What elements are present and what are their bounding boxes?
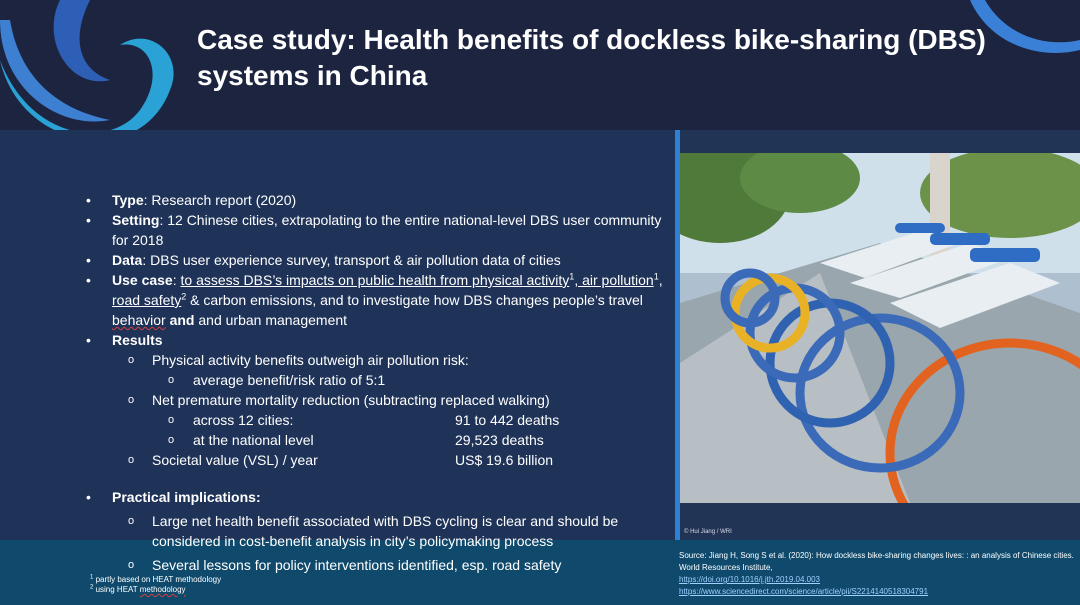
page-title: Case study: Health benefits of dockless bike-sharing (DBS) systems in China (197, 24, 986, 91)
doi-link[interactable]: https://doi.org/10.1016/j.jth.2019.04.003 (679, 575, 820, 584)
result-ratio: o average benefit/risk ratio of 5:1 (86, 370, 666, 390)
bullet-data: • Data: DBS user experience survey, transport & air pollution data of cities (86, 250, 666, 270)
bullet-practical: • Practical implications: (86, 487, 666, 507)
source-citation: Source: Jiang H, Song S et al. (2020): How dockless bike-sharing changes lives: : an analysis of Chinese cities. World Resources Institute, https://doi.org/10.1016/j.jth.2019.04.003 https://www.sciencedirect.com/science/article/pii/S2214140518304791 (679, 551, 1074, 596)
practical-lessons: o Several lessons for policy interventions identified, esp. road safety (86, 555, 666, 575)
bullet-setting: • Setting: 12 Chinese cities, extrapolating to the entire national-level DBS user community for 2018 (86, 210, 666, 250)
footnote-1: $^1$ partly based on HEAT methodology (90, 574, 222, 584)
result-mortality: o Net premature mortality reduction (subtracting replaced walking) (86, 390, 666, 410)
bullet-results: • Results (86, 330, 666, 350)
result-societal-value: o Societal value (VSL) / year US$ 19.6 billion (86, 450, 666, 470)
bullet-list (86, 190, 666, 575)
footnote-2: $^2$ using HEAT methodology (90, 584, 186, 594)
photo-credit: © Hui Jiang / WRI (684, 529, 732, 535)
bullet-use-case: • Use case: to assess DBS’s impacts on public health from physical activity$^1$, air pollution$^1$, road safety$^2$ & carbon emissions, and to investigate how DBS changes people’s travel behavior and and urban management (86, 270, 666, 330)
result-national: o at the national level 29,523 deaths (86, 430, 666, 450)
result-physical-activity: o Physical activity benefits outweigh air pollution risk: (86, 350, 666, 370)
practical-net-benefit: o Large net health benefit associated with DBS cycling is clear and should be considered in cost-benefit analysis in city’s policymaking process (86, 511, 666, 551)
use-case-link[interactable]: to assess DBS’s impacts on public health from physical activity (180, 272, 570, 288)
sciencedirect-link[interactable]: https://www.sciencedirect.com/science/article/pii/S2214140518304791 (679, 587, 929, 596)
bullet-type: • Type: Research report (2020) (86, 190, 666, 210)
result-cities: o across 12 cities: 91 to 442 deaths (86, 410, 666, 430)
footnotes (90, 575, 221, 595)
bike-sharing-photo (680, 153, 1080, 503)
